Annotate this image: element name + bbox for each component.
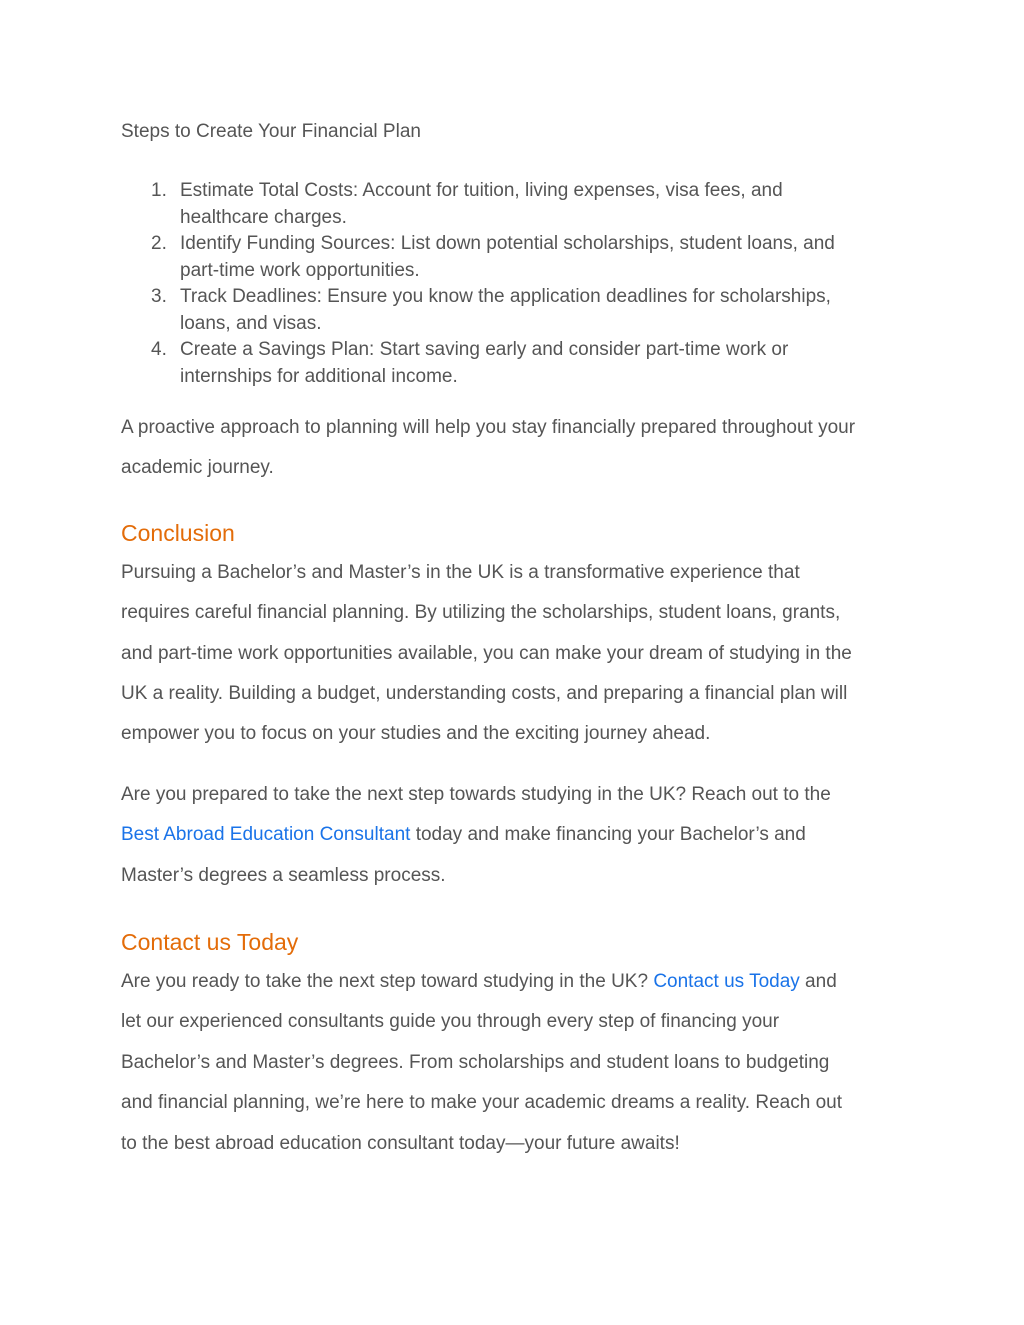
paragraph-line: requires careful financial planning. By utilizing the scholarships, student loans, grants, (121, 602, 841, 624)
contact-us-link[interactable]: Contact us Today (653, 971, 800, 993)
paragraph-line: A proactive approach to planning will help you stay financially prepared throughout your (121, 417, 856, 438)
contact-paragraph (121, 962, 911, 1164)
conclusion-paragraph (121, 553, 911, 755)
paragraph-line: and financial planning, we’re here to make your academic dreams a reality. Reach out (121, 1092, 842, 1114)
conclusion-heading: Conclusion (121, 519, 235, 546)
list-item-number: 1. (151, 180, 167, 201)
list-item-text-line2: part-time work opportunities. (180, 259, 420, 281)
prepared-paragraph (121, 775, 911, 896)
paragraph-line: Pursuing a Bachelor’s and Master’s in the UK is a transformative experience that (121, 561, 800, 583)
list-item-text-line1: Estimate Total Costs: Account for tuition, living expenses, visa fees, and (180, 180, 783, 201)
list-item-text-line2: loans, and visas. (180, 312, 322, 334)
list-item-text-line1: Track Deadlines: Ensure you know the application deadlines for scholarships, (180, 286, 831, 307)
paragraph-line: Are you ready to take the next step toward studying in the UK? (121, 971, 654, 993)
paragraph-line: let our experienced consultants guide you through every step of financing your (121, 1011, 780, 1033)
paragraph-line: to the best abroad education consultant today—your future awaits! (121, 1132, 680, 1154)
paragraph-line: Bachelor’s and Master’s degrees. From scholarships and student loans to budgeting (121, 1051, 830, 1073)
paragraph-line: Master’s degrees a seamless process. (121, 864, 446, 886)
list-item-number: 3. (151, 286, 167, 307)
contact-heading: Contact us Today (121, 929, 299, 956)
paragraph-line: empower you to focus on your studies and the exciting journey ahead. (121, 723, 711, 745)
document-page (121, 118, 911, 1164)
list-item (121, 178, 911, 231)
list-item (121, 337, 911, 390)
list-item-text-line2: internships for additional income. (180, 365, 458, 387)
list-item-number: 4. (151, 339, 167, 360)
paragraph-line: UK a reality. Building a budget, understanding costs, and preparing a financial plan will (121, 683, 848, 705)
paragraph-line: today and make financing your Bachelor’s and (410, 824, 806, 846)
steps-section-title: Steps to Create Your Financial Plan (121, 121, 421, 142)
paragraph-line: Are you prepared to take the next step towards studying in the UK? Reach out to the (121, 783, 831, 805)
list-item-text-line1: Create a Savings Plan: Start saving early and consider part-time work or (180, 339, 789, 360)
proactive-paragraph (121, 408, 911, 489)
list-item (121, 284, 911, 337)
paragraph-line: and part-time work opportunities available, you can make your dream of studying in the (121, 642, 852, 664)
list-item-text-line2: healthcare charges. (180, 206, 347, 228)
paragraph-line: and (799, 971, 837, 993)
best-abroad-consultant-link[interactable]: Best Abroad Education Consultant (121, 824, 411, 846)
list-item-number: 2. (151, 233, 167, 254)
list-item-text-line1: Identify Funding Sources: List down potential scholarships, student loans, and (180, 233, 835, 254)
list-item (121, 231, 911, 284)
steps-list (121, 178, 911, 390)
paragraph-line: academic journey. (121, 457, 274, 479)
